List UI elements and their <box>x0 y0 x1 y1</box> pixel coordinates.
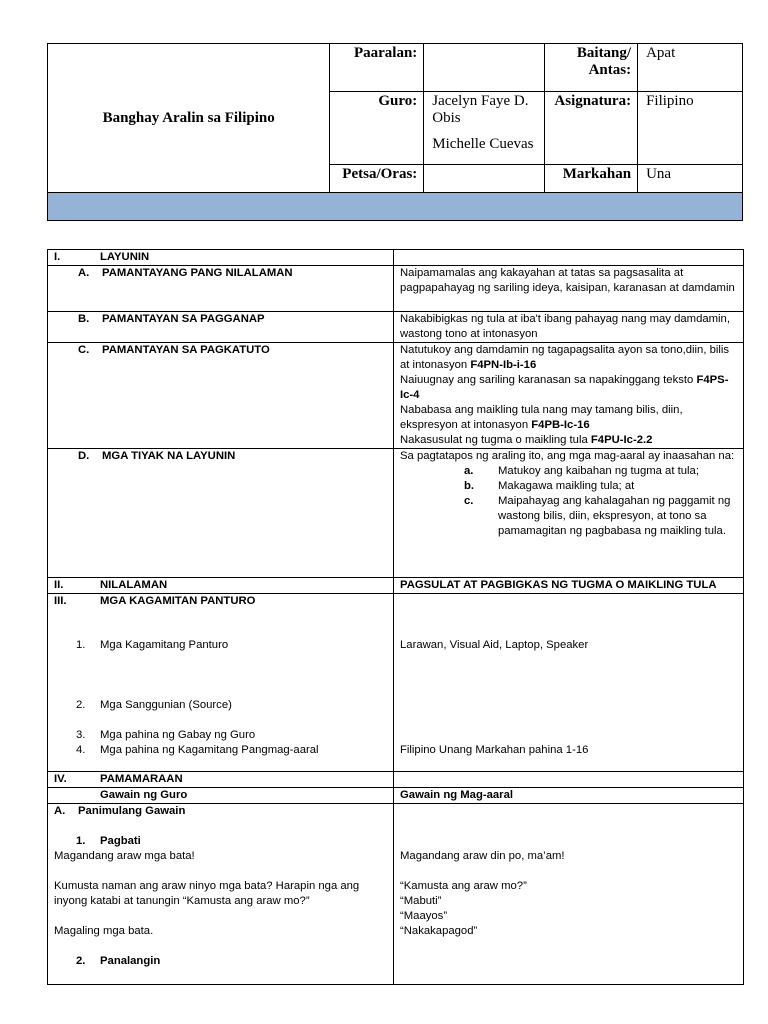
activity-title: Panimulang Gawain <box>78 805 186 817</box>
row-layunin <box>48 250 744 266</box>
date-label: Petsa/Oras: <box>330 165 424 193</box>
teacher-line: Kumusta naman ang araw ninyo mga bata? Harapin nga ang inyong katabi at tanungin “Kamusta ang araw mo?” <box>54 880 360 907</box>
objectives-list <box>400 464 738 539</box>
row-learning-competency <box>48 343 744 449</box>
row-performance-standard <box>48 312 744 343</box>
list-item <box>400 494 738 539</box>
competency-item <box>400 343 738 373</box>
step-title: Panalangin <box>100 955 161 967</box>
materials-value: Larawan, Visual Aid, Laptop, Speaker <box>400 639 589 651</box>
step-number: 1. <box>76 835 86 847</box>
competency-text: Nakasusulat ng tugma o maikling tula <box>400 434 588 446</box>
objectives-intro: Sa pagtatapos ng araling ito, ang mga mag-aaral ay inaasahan na: <box>400 450 735 462</box>
school-label: Paaralan: <box>330 44 424 92</box>
grade-label: Baitang/ Antas: <box>545 44 638 92</box>
item-title: PAMANTAYANG PANG NILALAMAN <box>102 267 293 279</box>
content-topic: PAGSULAT AT PAGBIGKAS NG TUGMA O MAIKLING TULA <box>394 578 744 594</box>
section-title: MGA KAGAMITAN PANTURO <box>100 595 256 607</box>
student-line: “Maayos” <box>400 910 448 922</box>
objective-text: Makagawa maikling tula; at <box>498 480 635 492</box>
material-number: 1. <box>76 639 86 651</box>
teacher-1: Jacelyn Faye D. Obis <box>432 93 529 126</box>
material-number: 4. <box>76 744 86 756</box>
step-title: Pagbati <box>100 835 141 847</box>
material-text: Mga Sanggunian (Source) <box>100 699 232 711</box>
row-activity-headers <box>48 788 744 804</box>
objective-letter: b. <box>464 480 475 492</box>
section-title: PAMAMARAAN <box>100 773 183 785</box>
subject-value: Filipino <box>638 92 743 165</box>
competency-item <box>400 433 738 448</box>
header-table <box>47 43 743 221</box>
student-line: “Nakakapagod” <box>400 925 478 937</box>
teacher-line: Magandang araw mga bata! <box>54 850 195 862</box>
item-letter: C. <box>78 344 90 356</box>
objective-letter: c. <box>464 495 474 507</box>
content-standard-text: Naipamamalas ang kakayahan at tatas sa pagsasalita at pagpapahayag ng sariling ideya, kaisipan, karanasan at damdamin <box>394 266 744 312</box>
header-divider-bar <box>48 193 743 221</box>
list-item <box>54 728 388 743</box>
plan-title: Banghay Aralin sa Filipino <box>48 44 330 193</box>
competency-code: F4PS-Ic-4 <box>400 374 729 401</box>
student-pages-value: Filipino Unang Markahan pahina 1-16 <box>400 744 589 756</box>
material-number: 3. <box>76 729 86 741</box>
specific-objectives <box>394 449 744 578</box>
row-procedure <box>48 772 744 788</box>
activity-letter: A. <box>54 805 66 817</box>
item-letter: A. <box>78 267 90 279</box>
teacher-activities <box>48 804 394 985</box>
objective-text: Matukoy ang kaibahan ng tugma at tula; <box>498 465 699 477</box>
row-content <box>48 578 744 594</box>
list-item <box>54 698 388 713</box>
section-number: II. <box>54 579 64 591</box>
date-value <box>424 165 545 193</box>
material-text: Mga pahina ng Kagamitang Pangmag-aaral <box>100 744 319 756</box>
objective-text: Maipahayag ang kahalagahan ng paggamit ng wastong bilis, diin, ekspresyon, at tono sa pamamagitan ng pagbabasa ng maikling tula. <box>498 495 731 537</box>
competency-text: Natutukoy ang damdamin ng tagapagsalita ayon sa tono,diin, bilis at intonasyon <box>400 344 730 371</box>
item-letter: D. <box>78 450 90 462</box>
student-column-header: Gawain ng Mag-aaral <box>394 788 744 804</box>
row-specific-objectives <box>48 449 744 578</box>
objective-letter: a. <box>464 465 474 477</box>
student-activities <box>394 804 744 985</box>
section-number: I. <box>54 251 61 263</box>
quarter-label: Markahan <box>545 165 638 193</box>
section-title: LAYUNIN <box>100 251 150 263</box>
material-text: Mga Kagamitang Panturo <box>100 639 229 651</box>
school-value <box>424 44 545 92</box>
material-text: Mga pahina ng Gabay ng Guro <box>100 729 256 741</box>
competency-code: F4PB-Ic-16 <box>531 419 590 431</box>
student-line: “Mabuti” <box>400 895 442 907</box>
competency-text: Naiuugnay ang sariling karanasan sa napakinggang teksto <box>400 374 694 386</box>
learning-competency-list <box>394 343 744 449</box>
item-title: PAMANTAYAN SA PAGKATUTO <box>102 344 270 356</box>
teacher-value <box>424 92 545 165</box>
item-title: PAMANTAYAN SA PAGGANAP <box>102 313 265 325</box>
competency-code: F4PU-Ic-2.2 <box>590 434 653 446</box>
quarter-value: Una <box>638 165 743 193</box>
subject-label: Asignatura: <box>545 92 638 165</box>
list-item <box>400 464 738 479</box>
student-line: “Kamusta ang araw mo?” <box>400 880 527 892</box>
row-activities <box>48 804 744 985</box>
lesson-plan-table <box>47 249 744 985</box>
material-number: 2. <box>76 699 86 711</box>
section-number: IV. <box>54 773 67 785</box>
grade-value: Apat <box>638 44 743 92</box>
item-title: MGA TIYAK NA LAYUNIN <box>102 450 236 462</box>
competency-item <box>400 373 738 403</box>
performance-standard-text: Nakabibigkas ng tula at iba't ibang pahayag nang may damdamin, wastong tono at intonasyon <box>394 312 744 343</box>
teacher-label: Guro: <box>330 92 424 165</box>
teacher-column-header: Gawain ng Guro <box>100 789 188 801</box>
teacher-line: Magaling mga bata. <box>54 925 154 937</box>
section-number: III. <box>54 595 67 607</box>
competency-text: Nababasa ang maikling tula nang may tamang bilis, diin, ekspresyon at intonasyon <box>400 404 683 431</box>
student-line: Magandang araw din po, ma’am! <box>400 850 565 862</box>
list-item <box>54 638 388 653</box>
list-item <box>54 743 388 758</box>
row-materials <box>48 594 744 772</box>
teacher-2: Michelle Cuevas <box>432 136 534 152</box>
step-number: 2. <box>76 955 86 967</box>
competency-code: F4PN-Ib-i-16 <box>470 359 537 371</box>
row-content-standard <box>48 266 744 312</box>
item-letter: B. <box>78 313 90 325</box>
competency-item <box>400 403 738 433</box>
section-title: NILALAMAN <box>100 579 168 591</box>
list-item <box>400 479 738 494</box>
